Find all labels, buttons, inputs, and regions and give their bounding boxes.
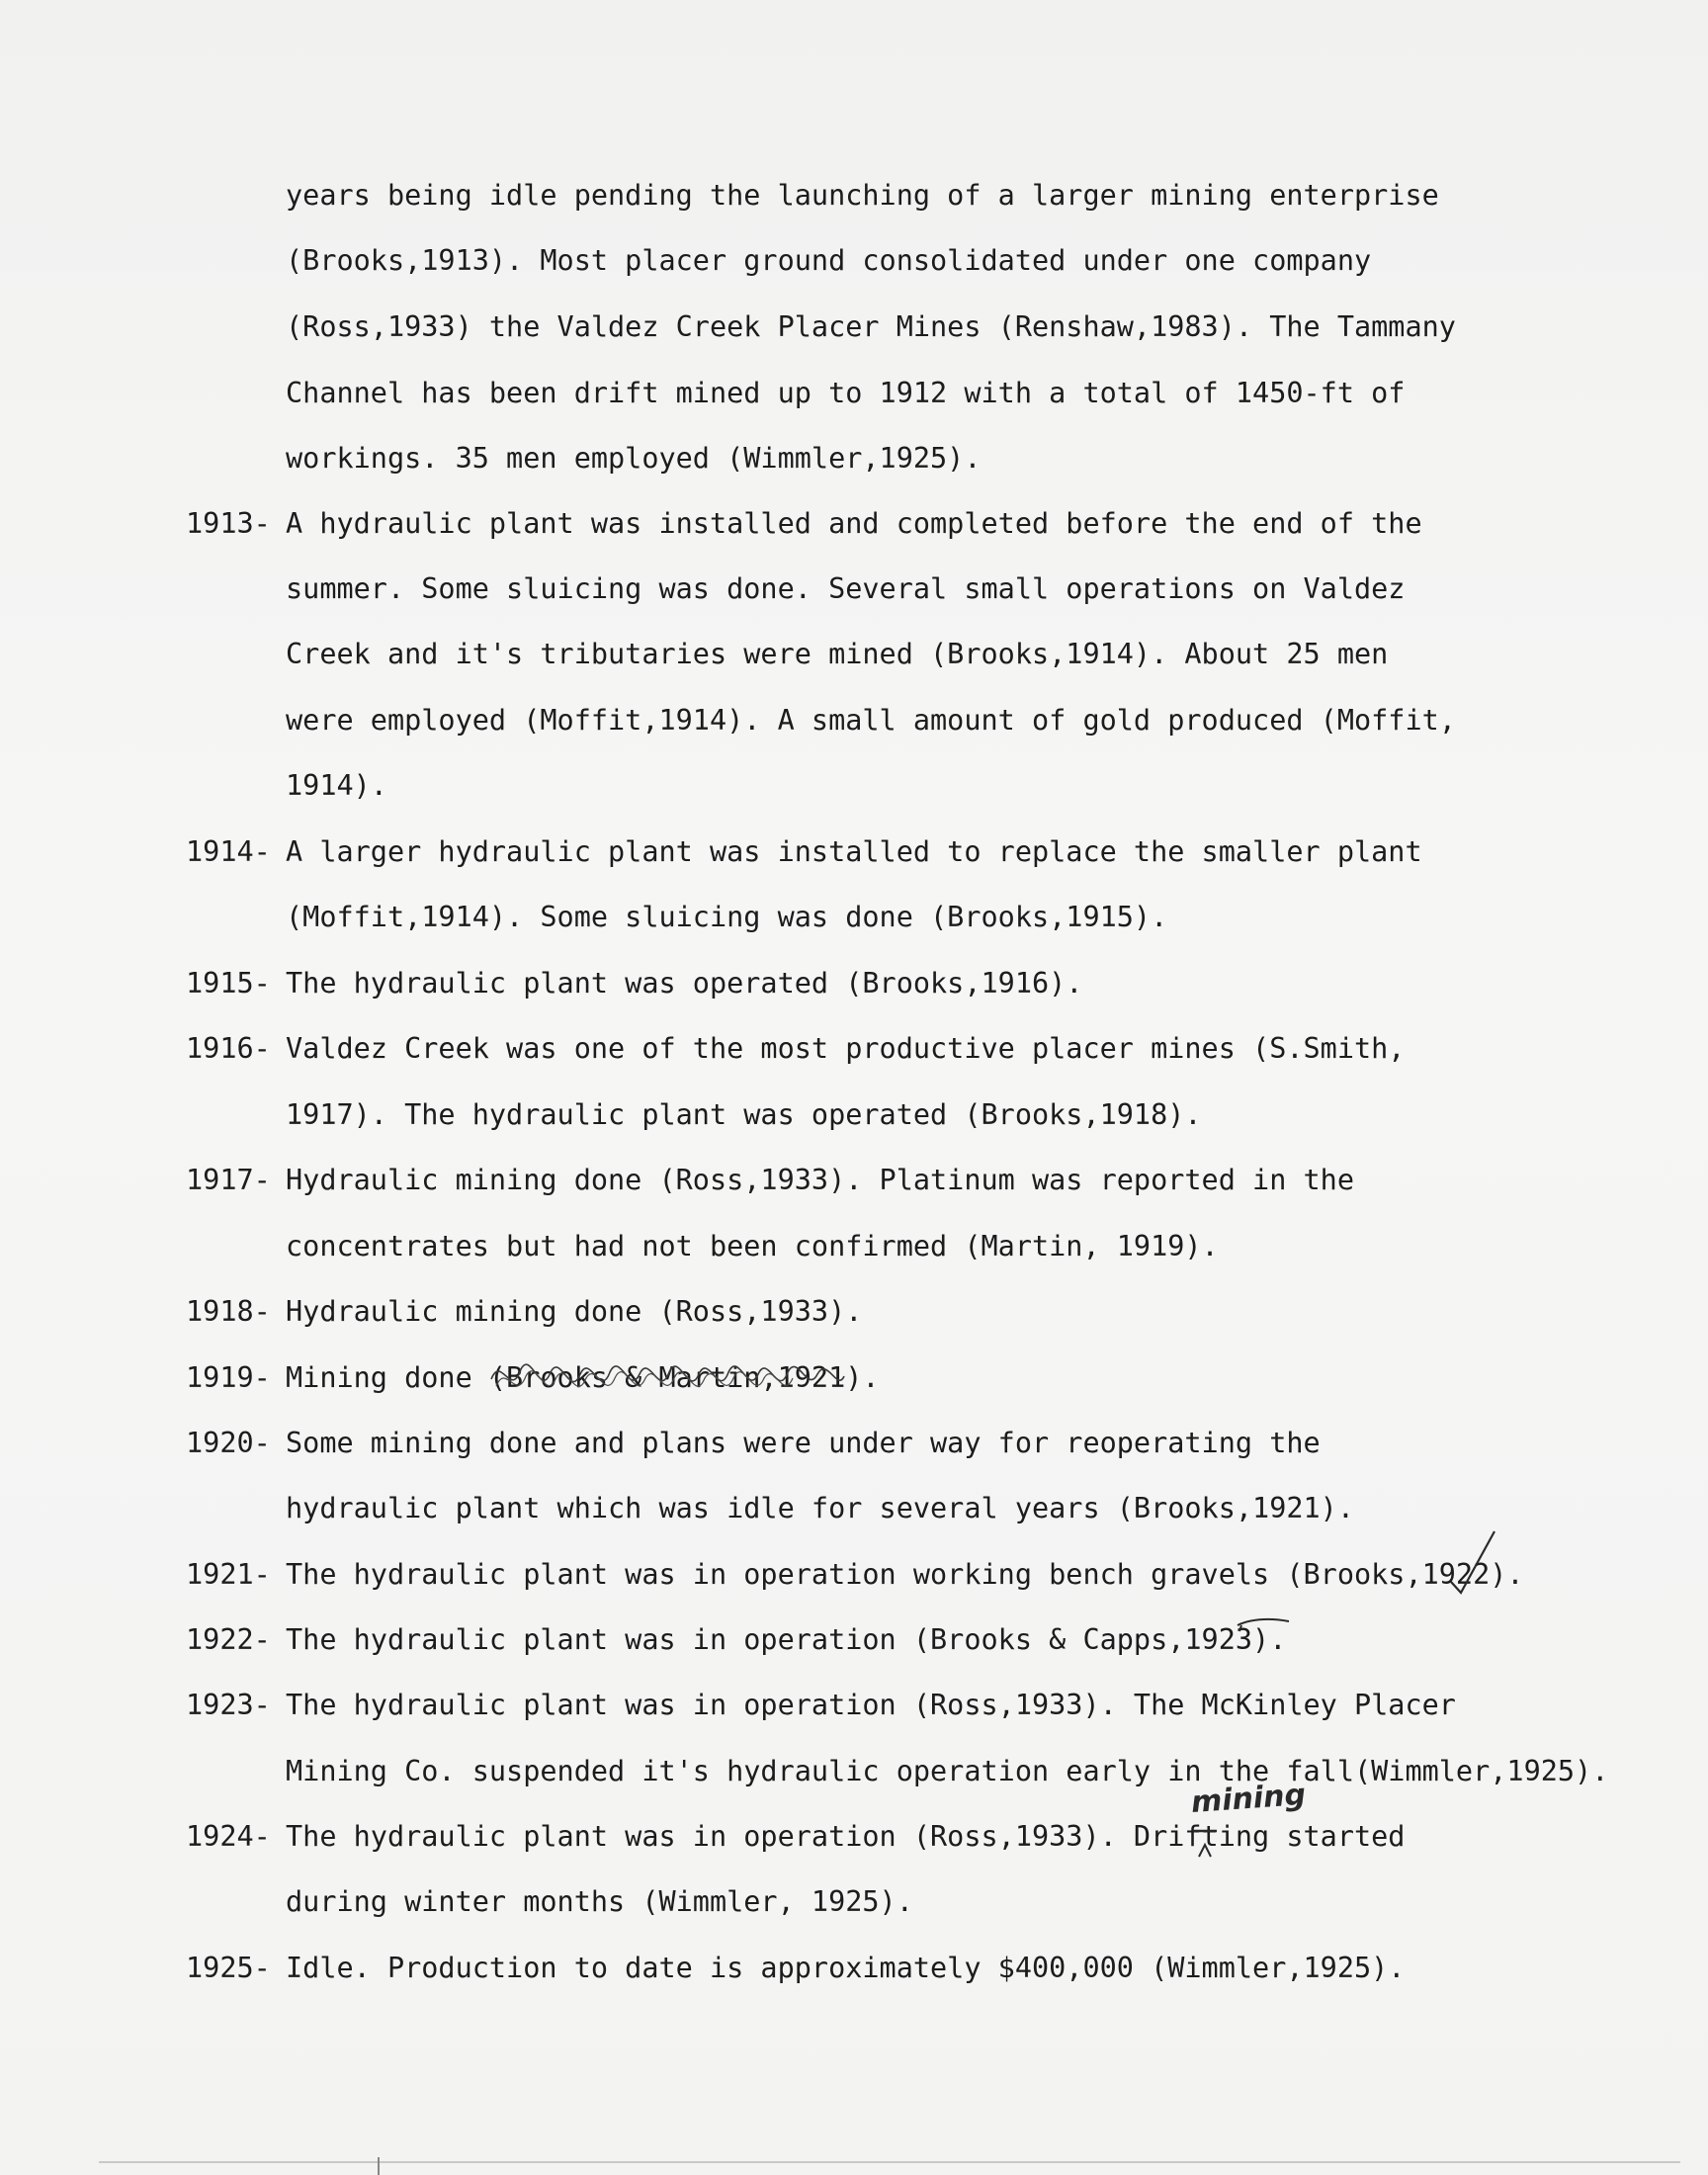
- entry-1913-line-1: A hydraulic plant was installed and completed before the end of the: [286, 507, 1422, 540]
- entry-1922-line-1: The hydraulic plant was in operation (Brooks & Capps,1923).: [286, 1623, 1287, 1656]
- entry-year-1924: 1924-: [186, 1820, 271, 1853]
- caret-mark: [1191, 1817, 1250, 1867]
- entry-year-1923: 1923-: [186, 1689, 271, 1721]
- entry-1918-line-1: Hydraulic mining done (Ross,1933).: [286, 1295, 863, 1328]
- intro-line-4: Channel has been drift mined up to 1912 with a total of 1450-ft of: [286, 377, 1406, 409]
- entry-1914-line-2: (Moffit,1914). Some sluicing was done (Brooks,1915).: [286, 901, 1168, 933]
- entry-1923-line-1: The hydraulic plant was in operation (Ross,1933). The McKinley Placer: [286, 1689, 1456, 1721]
- entry-year-1918: 1918-: [186, 1295, 271, 1328]
- entry-year-1915: 1915-: [186, 967, 271, 1000]
- entry-1924-line-1: The hydraulic plant was in operation (Ross,1933). Drifting started: [286, 1820, 1406, 1853]
- entry-year-1925: 1925-: [186, 1952, 271, 1984]
- entry-1917-line-1: Hydraulic mining done (Ross,1933). Platinum was reported in the: [286, 1164, 1354, 1196]
- entry-year-1917: 1917-: [186, 1164, 271, 1196]
- entry-1924-line-2: during winter months (Wimmler, 1925).: [286, 1885, 913, 1918]
- entry-1913-line-3: Creek and it's tributaries were mined (Brooks,1914). About 25 men: [286, 638, 1389, 670]
- scan-edge-line: [99, 2161, 1680, 2163]
- entry-1920-line-2: hydraulic plant which was idle for several years (Brooks,1921).: [286, 1492, 1354, 1524]
- check-mark-icon: [1443, 1527, 1502, 1597]
- entry-1916-line-2: 1917). The hydraulic plant was operated (Brooks,1918).: [286, 1098, 1202, 1131]
- handwritten-scribble: [486, 1345, 852, 1404]
- entry-1916-line-1: Valdez Creek was one of the most productive placer mines (S.Smith,: [286, 1032, 1406, 1065]
- intro-line-1: years being idle pending the launching of a larger mining enterprise: [286, 179, 1439, 212]
- intro-line-2: (Brooks,1913). Most placer ground consolidated under one company: [286, 244, 1372, 277]
- scan-edge-tick: [378, 2157, 380, 2175]
- intro-line-3: (Ross,1933) the Valdez Creek Placer Mines (Renshaw,1983). The Tammany: [286, 310, 1456, 343]
- entry-1919-line-1: Mining done (Brooks & Martin,1921).: [286, 1361, 880, 1394]
- entry-1913-line-5: 1914).: [286, 769, 387, 802]
- entry-1921-line-1: The hydraulic plant was in operation working bench gravels (Brooks,1922).: [286, 1558, 1524, 1591]
- entry-1925-line-1: Idle. Production to date is approximately $400,000 (Wimmler,1925).: [286, 1952, 1406, 1984]
- entry-1913-line-4: were employed (Moffit,1914). A small amount of gold produced (Moffit,: [286, 704, 1456, 737]
- entry-1923-line-2: Mining Co. suspended it's hydraulic operation early in the fall(Wimmler,1925).: [286, 1755, 1609, 1787]
- entry-1917-line-2: concentrates but had not been confirmed (Martin, 1919).: [286, 1230, 1219, 1262]
- entry-year-1919: 1919-: [186, 1361, 271, 1394]
- entry-year-1914: 1914-: [186, 835, 271, 868]
- entry-year-1922: 1922-: [186, 1623, 271, 1656]
- entry-year-1913: 1913-: [186, 507, 271, 540]
- entry-1913-line-2: summer. Some sluicing was done. Several small operations on Valdez: [286, 572, 1406, 605]
- entry-year-1921: 1921-: [186, 1558, 271, 1591]
- handwritten-insertion: mining: [1189, 1777, 1308, 1821]
- entry-1915-line-1: The hydraulic plant was operated (Brooks,1916).: [286, 967, 1083, 1000]
- entry-1920-line-1: Some mining done and plans were under way for reoperating the: [286, 1427, 1321, 1459]
- entry-year-1920: 1920-: [186, 1427, 271, 1459]
- hand-dash-mark: [1234, 1611, 1293, 1641]
- entry-1914-line-1: A larger hydraulic plant was installed to replace the smaller plant: [286, 835, 1422, 868]
- entry-year-1916: 1916-: [186, 1032, 271, 1065]
- intro-line-5: workings. 35 men employed (Wimmler,1925).: [286, 442, 982, 475]
